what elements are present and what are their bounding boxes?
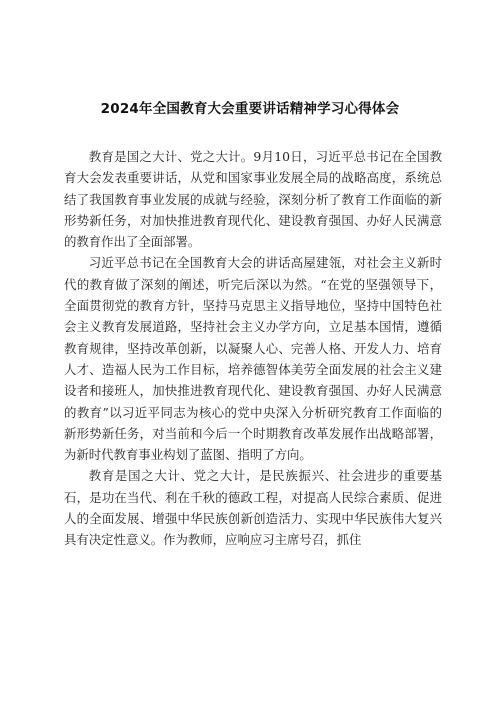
paragraph-2: 习近平总书记在全国教育大会的讲话高屋建瓴，对社会主义新时代的教育做了深刻的阐述，听完后深以为然。“在党的坚强领导下，全面贯彻党的教育方针，坚持马克思主义指导地位，坚持中国特色社会主义教育发展道路，坚持社会主义办学方向，立足基本国情，遵循教育规律，坚持改革创新，以凝聚人心、完善人格、开发人力、培育人才、造福人民为工作目标，培养德智体美劳全面发展的社会主义建设者和接班人，加快推进教育现代化、建设教育强国、办好人民满意的教育”以习近平同志为核心的党中央深入分析研究教育工作面临的新形势新任务，对当前和今后一个时期教育改革发展作出战略部署，为新时代教育事业构划了蓝图、指明了方向。 [64, 255, 442, 463]
document-title: 2024年全国教育大会重要讲话精神学习心得体会 [100, 101, 400, 117]
paragraph-1: 教育是国之大计、党之大计。9月10日，习近平总书记在全国教育大会发表重要讲话，从党和国家事业发展全局的战略高度，系统总结了我国教育事业发展的成就与经验，深刻分析了教育工作面临的新形势新任务，对加快推进教育现代化、建设教育强国、办好人民满意的教育作出了全面部署。 [64, 149, 442, 250]
paragraph-3: 教育是国之大计、党之大计，是民族振兴、社会进步的重要基石，是功在当代、利在千秋的德政工程，对提高人民综合素质、促进人的全面发展、增强中华民族创新创造活力、实现中华民族伟大复兴具有决定性意义。作为教师，应响应习主席号召，抓住 [64, 468, 442, 548]
document-body [64, 146, 442, 551]
